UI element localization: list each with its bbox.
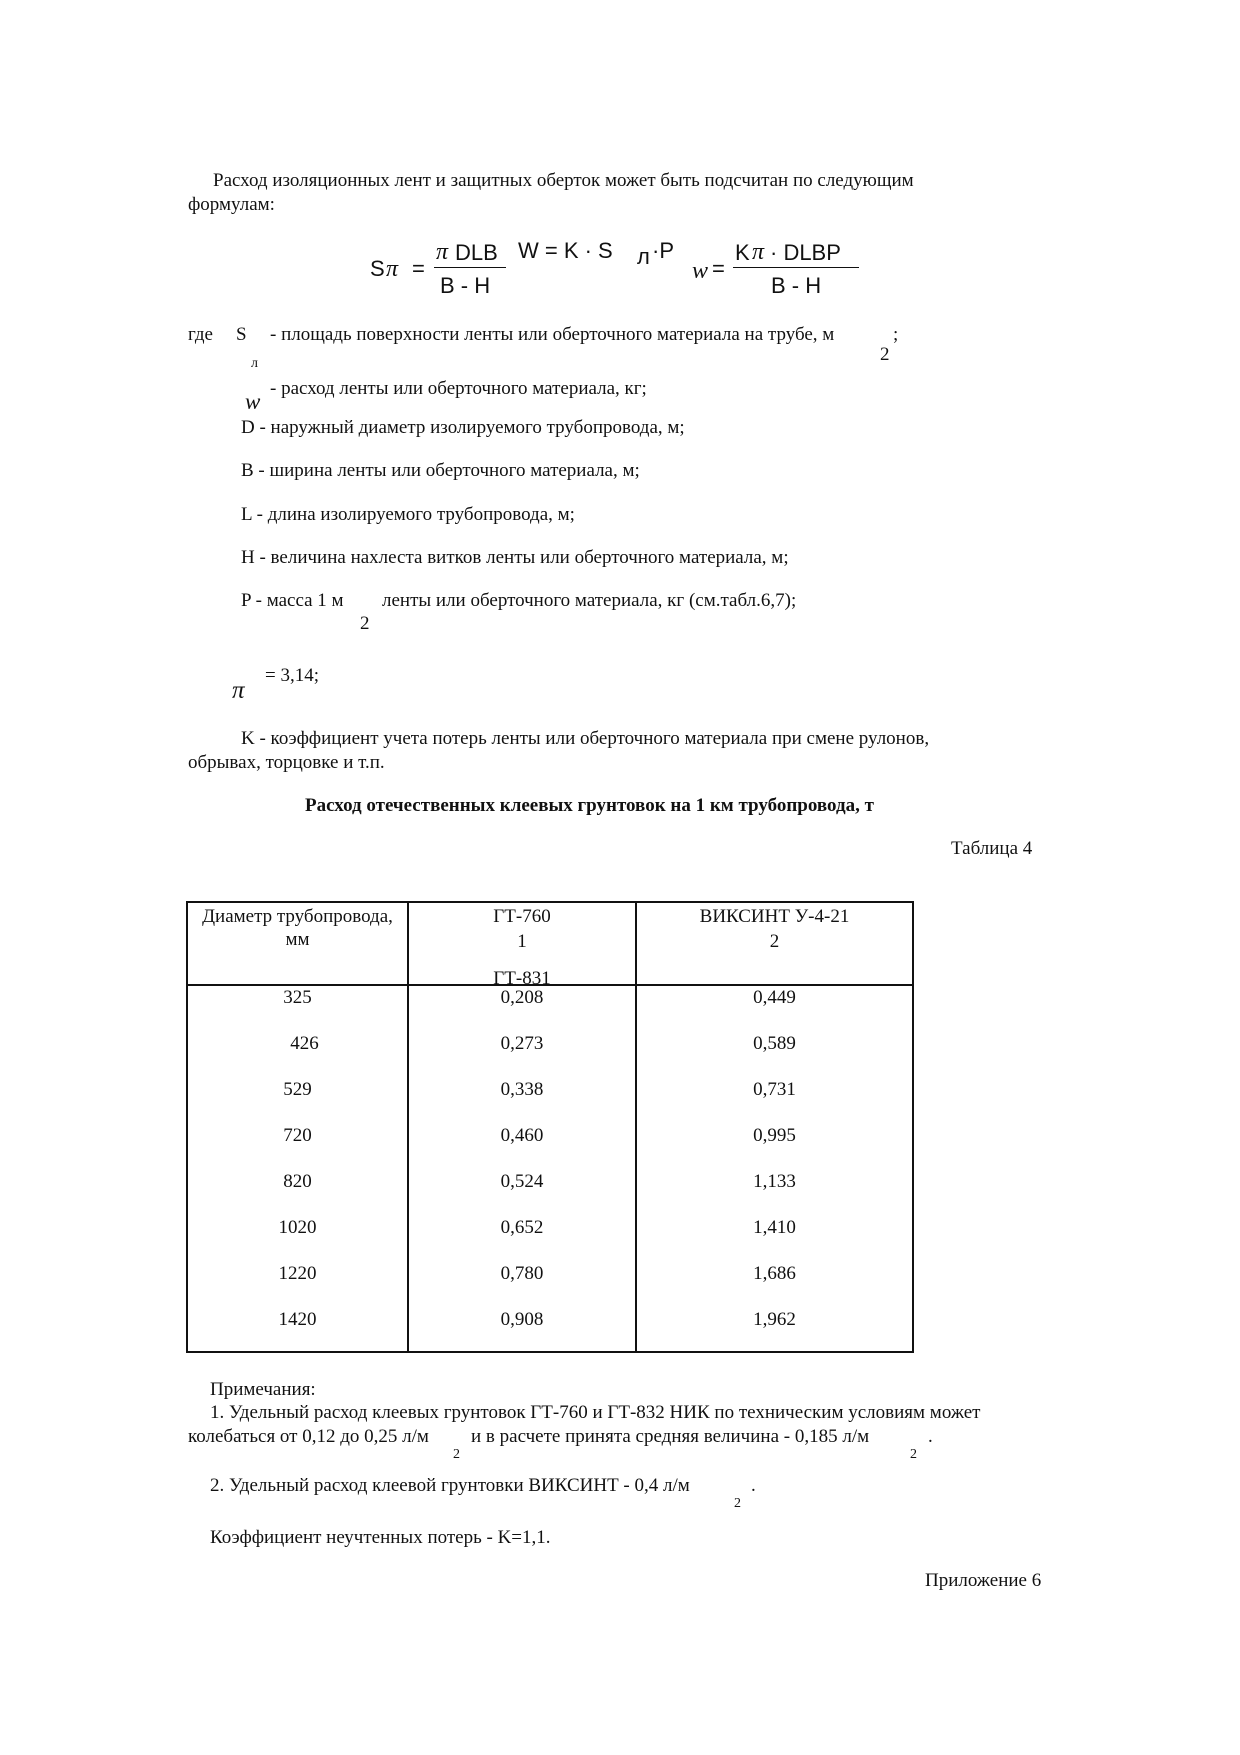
formula-w-p: ·P: [652, 238, 674, 263]
note-2-end: .: [751, 1475, 756, 1496]
table-cell-viksint: 1,686: [753, 1263, 796, 1284]
note-1-line-1: 1. Удельный расход клеевых грунтовок ГТ-760 и ГТ-832 НИК по техническим условиям может: [210, 1402, 981, 1423]
note-1-line-2b: и в расчете принята средняя величина - 0,185 л/м: [471, 1426, 870, 1447]
formula-s-denominator: B - H: [440, 273, 491, 298]
note-2-text: 2. Удельный расход клеевой грунтовки ВИКСИНТ - 0,4 л/м: [210, 1475, 690, 1496]
note-1-sup-2: 2: [910, 1447, 917, 1462]
definition-s-text: - площадь поверхности ленты или оберточного материала на трубе, м: [270, 324, 835, 345]
definition-s-symbol: S: [236, 324, 247, 345]
formula-s-num-pi: π: [436, 239, 449, 265]
note-2-sup: 2: [734, 1496, 741, 1511]
note-coefficient: Коэффициент неучтенных потерь - K=1,1.: [210, 1527, 551, 1548]
definition-s-sup: 2: [880, 344, 890, 365]
table-cell-viksint: 0,589: [753, 1033, 796, 1054]
note-1-sup-1: 2: [453, 1447, 460, 1462]
formula-w-lhs: w: [692, 258, 709, 284]
header-gt-line-1: ГТ-760: [493, 906, 551, 927]
table-cell-viksint: 0,995: [753, 1125, 796, 1146]
formula-w-fraction-line: [733, 267, 859, 268]
definition-p-sup: 2: [360, 613, 370, 634]
formula-w-denominator: B - H: [771, 273, 822, 298]
header-diameter-line-2: мм: [285, 928, 310, 950]
table-border-right: [912, 901, 914, 1353]
definition-p-part1: P - масса 1 м: [241, 590, 344, 611]
definition-h: H - величина нахлеста витков ленты или оберточного материала, м;: [241, 547, 789, 568]
note-1-end: .: [928, 1426, 933, 1447]
table-border-top: [186, 901, 913, 903]
formula-w-equals: =: [712, 256, 725, 281]
appendix-label: Приложение 6: [925, 1570, 1042, 1591]
table-cell-diameter: 1420: [278, 1309, 317, 1330]
definition-p-part2: ленты или оберточного материала, кг (см.табл.6,7);: [382, 590, 797, 611]
header-diameter-line-1: Диаметр трубопровода,: [202, 906, 393, 927]
formula-w-sub: л: [637, 244, 650, 269]
formula-w-num-k: K: [735, 240, 750, 265]
table-cell-viksint: 0,449: [753, 987, 796, 1008]
definition-b: B - ширина ленты или оберточного материала, м;: [241, 460, 640, 481]
definition-pi-text: = 3,14;: [265, 665, 319, 686]
table-header-viksint: [637, 906, 912, 954]
table-header-diameter: [188, 906, 407, 952]
table-cell-gt: 0,652: [500, 1217, 544, 1238]
table-cell-diameter: 820: [283, 1171, 312, 1192]
formula-s-numerator: DLB: [455, 240, 498, 265]
notes-title: Примечания:: [210, 1379, 316, 1400]
formula-w-num-pi: π: [752, 239, 765, 265]
header-gt-line-2: 1: [517, 930, 527, 952]
table-cell-diameter: 529: [283, 1079, 312, 1100]
definition-d: D - наружный диаметр изолируемого трубопровода, м;: [241, 417, 685, 438]
definition-k-line-1: K - коэффициент учета потерь ленты или оберточного материала при смене рулонов,: [241, 728, 930, 749]
definition-pi-symbol: π: [232, 677, 245, 704]
table-cell-viksint: 1,962: [753, 1309, 796, 1330]
definition-s-end: ;: [893, 324, 899, 345]
table-cell-gt: 0,524: [500, 1171, 544, 1192]
formula-s-lhs: S: [370, 256, 385, 281]
table-cell-diameter: 1020: [278, 1217, 317, 1238]
definition-w-symbol: w: [245, 389, 261, 414]
formula-s-pi: π: [386, 256, 399, 282]
note-1-line-2a: колебаться от 0,12 до 0,25 л/м: [188, 1426, 429, 1447]
table-cell-gt: 0,273: [500, 1033, 544, 1054]
table-cell-diameter: 1220: [278, 1263, 317, 1284]
table-cell-diameter: 720: [283, 1125, 312, 1146]
table-cell-gt: 0,780: [500, 1263, 544, 1284]
formula-s-equals: =: [412, 256, 425, 281]
intro-line-1: Расход изоляционных лент и защитных оберток может быть подсчитан по следующим: [213, 170, 914, 191]
definition-k-line-2: обрывах, торцовке и т.п.: [188, 752, 385, 773]
header-viksint-line-1: ВИКСИНТ У-4-21: [699, 906, 850, 927]
table-cell-gt: 0,208: [500, 987, 544, 1008]
table-cell-viksint: 0,731: [753, 1079, 796, 1100]
definition-w-text: - расход ленты или оберточного материала, кг;: [270, 378, 647, 399]
table-cell-diameter: 325: [283, 987, 312, 1008]
table-cell-gt: 0,908: [500, 1309, 544, 1330]
table-header-gt: [409, 906, 635, 990]
table-title: Расход отечественных клеевых грунтовок на 1 км трубопровода, т: [305, 795, 874, 816]
table-cell-diameter: 426: [290, 1033, 319, 1054]
formula-w-main: W = K · S: [518, 238, 613, 263]
header-viksint-line-2: 2: [769, 930, 780, 952]
definition-where: где: [188, 324, 213, 345]
table-cell-viksint: 1,410: [753, 1217, 796, 1238]
definition-l: L - длина изолируемого трубопровода, м;: [241, 504, 575, 525]
table-cell-gt: 0,338: [500, 1079, 544, 1100]
table-label: Таблица 4: [951, 838, 1033, 859]
table-border-bottom: [186, 1351, 913, 1353]
table-cell-viksint: 1,133: [753, 1171, 796, 1192]
table-cell-gt: 0,460: [500, 1125, 544, 1146]
formula-s-fraction-line: [434, 267, 506, 268]
definition-s-sub: л: [251, 356, 258, 371]
intro-line-2: формулам:: [188, 194, 275, 215]
header-gt-line-3: ГТ-831: [493, 967, 551, 989]
formula-w-num-rest: · DLBP: [770, 240, 841, 265]
